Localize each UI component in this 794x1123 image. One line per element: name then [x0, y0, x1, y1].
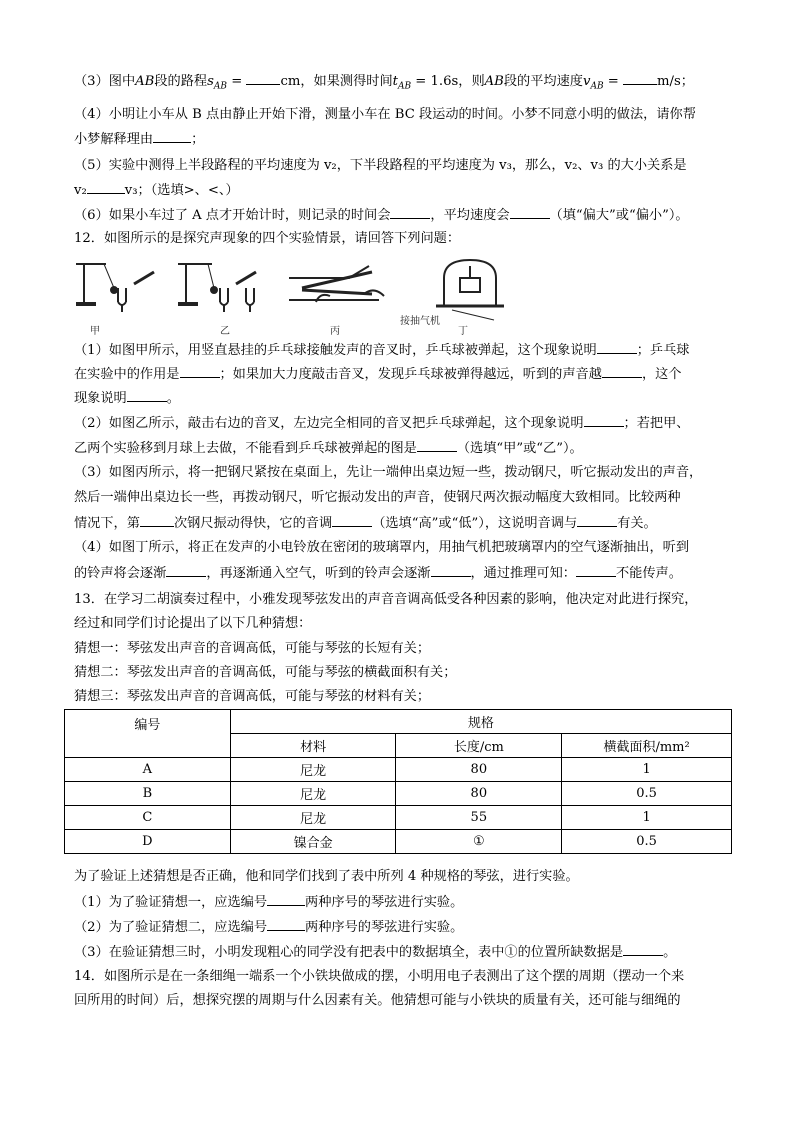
cell-material: 镍合金 — [230, 830, 396, 854]
label-bing: 丙 — [330, 326, 340, 336]
answer-blank[interactable] — [390, 206, 430, 219]
answer-blank[interactable] — [602, 365, 642, 378]
header-area: 横截面积/mm² — [562, 734, 732, 758]
header-length: 长度/cm — [396, 734, 562, 758]
label-jia: 甲 — [90, 326, 100, 336]
cell-length: 55 — [396, 806, 562, 830]
answer-blank[interactable] — [153, 130, 191, 143]
q14-line2: 回所用的时间）后，想探究摆的周期与什么因素有关。他猜想可能与小铁块的质量有关，还可能与细绳的 — [74, 993, 681, 1008]
q11-part3: （3）图中AB段的路程$s_{AB}$ = cm，如果测得时间$t_{AB} = 1.6s$，则AB段的平均速度$v_{AB} = m/s$； — [74, 74, 694, 92]
cell-id: B — [65, 782, 231, 806]
cell-id: A — [65, 758, 231, 782]
answer-blank[interactable] — [623, 943, 663, 956]
table-row — [65, 806, 732, 830]
answer-blank[interactable] — [417, 439, 457, 452]
q13-after-table: 为了验证上述猜想是否正确，他和同学们找到了表中所列 4 种规格的琴弦，进行实验。 — [74, 869, 579, 884]
label-yi: 乙 — [220, 326, 230, 336]
answer-blank[interactable] — [576, 564, 616, 577]
cell-material: 尼龙 — [230, 782, 396, 806]
q11-part4-line2: 小梦解释理由 ； — [74, 132, 205, 147]
answer-blank[interactable] — [246, 72, 280, 85]
q14-line1: 14．如图所示是在一条细绳一端系一个小铁块做成的摆，小明用电子表测出了这个摆的周期（摆动一个来 — [74, 969, 685, 984]
cell-id: D — [65, 830, 231, 854]
answer-blank[interactable] — [623, 72, 657, 85]
q12-title: 12．如图所示的是探究声现象的四个实验情景，请回答下列问题： — [74, 231, 461, 246]
q13-line2: 经过和同学们讨论提出了以下几种猜想： — [74, 616, 312, 631]
q12-part1-line1: （1）如图甲所示，用竖直悬挂的乒乓球接触发声的音叉时，乒乓球被弹起，这个现象说明 ；乒乓球 — [74, 343, 690, 358]
cell-area: 0.5 — [562, 830, 732, 854]
answer-blank[interactable] — [332, 514, 372, 527]
figure-bing — [289, 266, 384, 302]
q12-part4-line1: （4）如图丁所示，将正在发声的小电铃放在密闭的玻璃罩内，用抽气机把玻璃罩内的空气逐渐抽出，听到 — [74, 540, 690, 555]
answer-blank[interactable] — [577, 514, 617, 527]
q12-part3-line3: 情况下，第 次钢尺振动得快，它的音调 （选填“高”或“低”），这说明音调与 有关。 — [74, 516, 657, 531]
table-row — [65, 782, 732, 806]
q13-guess2: 猜想二：琴弦发出声音的音调高低，可能与琴弦的横截面积有关； — [74, 665, 457, 680]
table-row — [65, 830, 732, 854]
answer-blank[interactable] — [127, 389, 167, 402]
answer-blank[interactable] — [166, 564, 206, 577]
table-header-row — [65, 710, 732, 734]
q12-part2-line2: 乙两个实验移到月球上去做，不能看到乒乓球被弹起的图是 （选填“甲”或“乙”）。 — [74, 441, 583, 456]
answer-blank[interactable] — [510, 206, 550, 219]
cell-length: 80 — [396, 758, 562, 782]
q12-part1-line2: 在实验中的作用是 ；如果加大力度敲击音叉，发现乒乓球被弹得越远，听到的声音越 ，这个 — [74, 367, 682, 382]
cell-length: 80 — [396, 782, 562, 806]
figure-ding — [436, 260, 504, 306]
q12-part1-line3: 现象说明 。 — [74, 391, 180, 406]
cell-id: C — [65, 806, 231, 830]
header-material: 材料 — [230, 734, 396, 758]
q13-guess1: 猜想一：琴弦发出声音的音调高低，可能与琴弦的长短有关； — [74, 641, 431, 656]
q13-line1: 13．在学习二胡演奏过程中，小雅发现琴弦发出的声音音调高低受各种因素的影响，他决定对此进行探究， — [74, 592, 698, 607]
q11-part6: （6）如果小车过了 A 点才开始计时，则记录的时间会 ，平均速度会 （填“偏大”或“偏小”）。 — [74, 208, 689, 223]
answer-blank[interactable] — [431, 564, 471, 577]
pump-label: 接抽气机 — [400, 316, 440, 327]
answer-blank[interactable] — [584, 414, 624, 427]
header-id: 编号 — [65, 710, 231, 758]
sound-experiments-figure — [74, 258, 504, 336]
answer-blank[interactable] — [87, 181, 125, 194]
q11-part5-line1: （5）实验中测得上半段路程的平均速度为 v₂，下半段路程的平均速度为 v₃，那么，v₂、v₃ 的大小关系是 — [74, 158, 687, 173]
figure-yi — [178, 264, 256, 312]
answer-blank[interactable] — [267, 918, 305, 931]
cell-length: ① — [396, 830, 562, 854]
q11-part4-line1: （4）小明让小车从 B 点由静止开始下滑，测量小车在 BC 段运动的时间。小梦不同意小明的做法，请你帮 — [74, 107, 696, 122]
q12-part3-line1: （3）如图丙所示，将一把钢尺紧按在桌面上，先让一端伸出桌边短一些，拨动钢尺，听它振动发出的声音， — [74, 465, 703, 480]
q13-sub3: （3）在验证猜想三时，小明发现粗心的同学没有把表中的数据填全，表中①的位置所缺数据是 。 — [74, 945, 677, 960]
cell-area: 1 — [562, 758, 732, 782]
cell-material: 尼龙 — [230, 758, 396, 782]
string-spec-table — [64, 709, 732, 854]
header-spec: 规格 — [230, 710, 731, 734]
label-ding: 丁 — [458, 326, 468, 336]
q13-guess3: 猜想三：琴弦发出声音的音调高低，可能与琴弦的材料有关； — [74, 689, 431, 704]
q13-sub1: （1）为了验证猜想一，应选编号 两种序号的琴弦进行实验。 — [74, 895, 464, 910]
figure-jia — [76, 264, 154, 312]
q11-part5-line2: v₂ v₃；（选填>、<、） — [74, 183, 239, 198]
q13-sub2: （2）为了验证猜想二，应选编号 两种序号的琴弦进行实验。 — [74, 920, 464, 935]
q12-part3-line2: 然后一端伸出桌边长一些，再拨动钢尺，听它振动发出的声音，使钢尺两次振动幅度大致相同。比较两种 — [74, 490, 681, 505]
cell-area: 0.5 — [562, 782, 732, 806]
cell-area: 1 — [562, 806, 732, 830]
table-row — [65, 758, 732, 782]
cell-material: 尼龙 — [230, 806, 396, 830]
q12-part2-line1: （2）如图乙所示，敲击右边的音叉，左边完全相同的音叉把乒乓球弹起，这个现象说明 ；若把甲、 — [74, 416, 690, 431]
q12-part4-line2: 的铃声将会逐渐 ，再逐渐通入空气，听到的铃声会逐渐 ，通过推理可知： 不能传声。 — [74, 566, 682, 581]
answer-blank[interactable] — [267, 893, 305, 906]
answer-blank[interactable] — [180, 365, 220, 378]
answer-blank[interactable] — [140, 514, 174, 527]
answer-blank[interactable] — [597, 341, 637, 354]
